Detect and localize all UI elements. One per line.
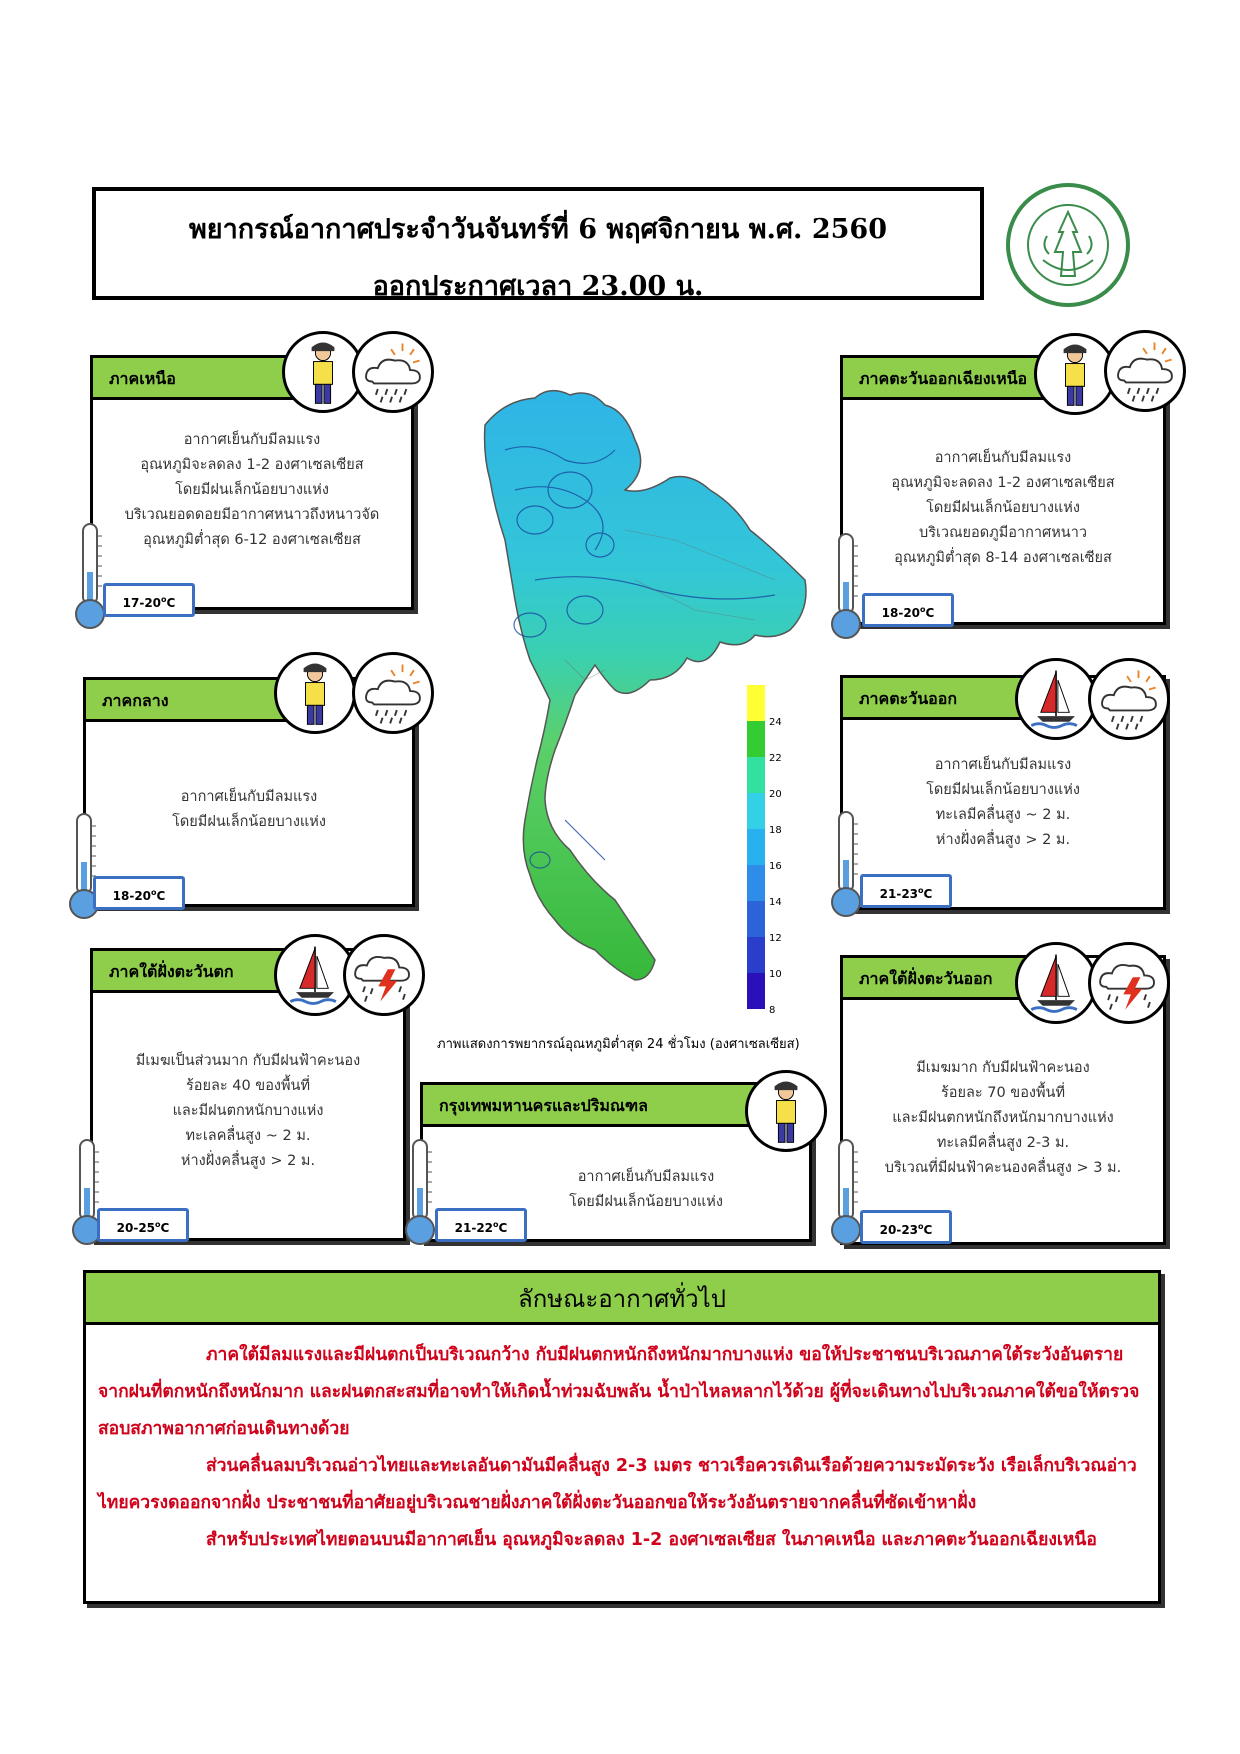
- forecast-line: อากาศเย็นกับมีลมแรง: [183, 432, 321, 448]
- temp-range: 17-20: [122, 596, 162, 610]
- forecast-line: อุณหภูมิต่ำสุด 6-12 องศาเซลเซียส: [143, 532, 361, 548]
- sailboat-icon: [1015, 658, 1097, 740]
- region-title: กรุงเทพมหานครและปริมณฑล: [423, 1085, 809, 1127]
- temp-unit: C: [923, 887, 933, 901]
- temp-range: 20-25: [116, 1221, 156, 1235]
- legend-color-swatch: [747, 973, 765, 1009]
- forecast-line: อากาศเย็นกับมีลมแรง: [934, 757, 1072, 773]
- summary-paragraph: ส่วนคลื่นลมบริเวณอ่าวไทยและทะเลอันดามันมีคลื่นสูง 2-3 เมตร ชาวเรือควรเดินเรือด้วยความระมัดระวัง เรือเล็กบริเวณอ่าวไทยควรงดออกจากฝั่ง ประชาชนที่อาศัยอยู่บริเวณชายฝั่งภาคใต้ฝั่งตะวันออกขอให้ระวังอันตรายจากคลื่นที่ซัดเข้าหาฝั่ง: [98, 1456, 1137, 1513]
- temp-badge: 18-20$^o$C: [862, 593, 954, 627]
- forecast-line: อุณหภูมิจะลดลง 1-2 องศาเซลเซียส: [140, 457, 364, 473]
- summary-paragraph: สำหรับประเทศไทยตอนบนมีอากาศเย็น อุณหภูมิจะลดลง 1-2 องศาเซลเซียส ในภาคเหนือ และภาคตะวันออกเฉียงเหนือ: [206, 1530, 1097, 1550]
- forecast-line: ทะเลมีคลื่นสูง 2-3 ม.: [936, 1135, 1070, 1151]
- legend-tick-label: 18: [769, 825, 782, 836]
- forecast-line: อากาศเย็นกับมีลมแรง: [180, 789, 318, 805]
- forecast-line: อากาศเย็นกับมีลมแรง: [577, 1169, 715, 1185]
- forecast-line: โดยมีฝนเล็กน้อยบางแห่ง: [569, 1194, 723, 1210]
- temp-badge: 21-22$^o$C: [435, 1208, 527, 1242]
- region-forecast-text: [93, 1049, 403, 1174]
- summary-paragraph: ภาคใต้มีลมแรงและมีฝนตกเป็นบริเวณกว้าง กับมีฝนตกหนักถึงหนักมากบางแห่ง ขอให้ประชาชนบริเวณภาคใต้ระวังอันตรายจากฝนที่ตกหนักถึงหนักมาก และฝนตกสะสมที่อาจทำให้เกิดน้ำท่วมฉับพลัน น้ำป่าไหลหลากไว้ด้วย ผู้ที่จะเดินทางไปบริเวณภาคใต้ขอให้ตรวจสอบสภาพอากาศก่อนเดินทางด้วย: [98, 1345, 1140, 1439]
- region-title: ภาคตะวันออก: [843, 678, 1023, 720]
- temp-unit: C: [923, 1223, 933, 1237]
- sailboat-icon: [1015, 942, 1097, 1024]
- forecast-line: โดยมีฝนเล็กน้อยบางแห่ง: [175, 482, 329, 498]
- rain-cloud-icon: [1104, 330, 1186, 412]
- legend-color-swatch: [747, 901, 765, 937]
- temp-badge: 20-25$^o$C: [97, 1208, 189, 1242]
- region-title: ภาคใต้ฝั่งตะวันตก: [93, 951, 303, 993]
- legend-color-swatch: [747, 829, 765, 865]
- legend-tick-label: 10: [769, 969, 782, 980]
- legend-tick-label: 22: [769, 753, 782, 764]
- temp-badge: 17-20$^o$C: [103, 583, 195, 617]
- temp-range: 21-23: [879, 887, 919, 901]
- legend-color-swatch: [747, 937, 765, 973]
- legend-tick-label: 20: [769, 789, 782, 800]
- forecast-line: บริเวณยอดดอยมีอากาศหนาวถึงหนาวจัด: [124, 507, 380, 523]
- rain-cloud-icon: [352, 331, 434, 413]
- region-title: ภาคกลาง: [86, 680, 286, 722]
- general-weather-title: ลักษณะอากาศทั่วไป: [86, 1273, 1158, 1325]
- legend-tick-label: 8: [769, 1005, 776, 1015]
- region-title: ภาคเหนือ: [93, 358, 303, 400]
- forecast-title-box: [92, 187, 984, 300]
- temp-badge: 20-23$^o$C: [860, 1210, 952, 1244]
- forecast-line: บริเวณที่มีฝนฟ้าคะนองคลื่นสูง > 3 ม.: [884, 1160, 1122, 1176]
- temp-unit: C: [925, 606, 935, 620]
- temp-unit: C: [160, 1221, 170, 1235]
- thunderstorm-icon: [1088, 942, 1170, 1024]
- rain-cloud-icon: [352, 652, 434, 734]
- forecast-line: และมีฝนตกหนักบางแห่ง: [172, 1103, 324, 1119]
- legend-color-swatch: [747, 865, 765, 901]
- forecast-line: ห่างฝั่งคลื่นสูง > 2 ม.: [180, 1153, 316, 1169]
- forecast-line: มีเมฆมาก กับมีฝนฟ้าคะนอง: [916, 1060, 1090, 1076]
- forecast-line: ทะเลมีคลื่นสูง ~ 2 ม.: [935, 807, 1071, 823]
- general-weather-text: [86, 1325, 1158, 1559]
- region-title: ภาคใต้ฝั่งตะวันออก: [843, 958, 1033, 1000]
- legend-tick-label: 12: [769, 933, 782, 944]
- rain-cloud-icon: [1088, 658, 1170, 740]
- general-weather-panel: [83, 1270, 1161, 1604]
- legend-tick-label: 16: [769, 861, 782, 872]
- forecast-line: บริเวณยอดภูมีอากาศหนาว: [918, 525, 1087, 541]
- region-forecast-text: [483, 1165, 809, 1215]
- legend-tick-label: 14: [769, 897, 782, 908]
- temp-unit: C: [166, 596, 176, 610]
- thunderstorm-icon: [343, 934, 425, 1016]
- person-cold-icon: [274, 652, 356, 734]
- thermometer-icon: [826, 532, 866, 642]
- forecast-issue-time: ออกประกาศเวลา 23.00 น.: [372, 271, 704, 302]
- forecast-line: อุณหภูมิจะลดลง 1-2 องศาเซลเซียส: [891, 475, 1115, 491]
- forecast-line: โดยมีฝนเล็กน้อยบางแห่ง: [172, 814, 326, 830]
- tmd-logo: [1003, 180, 1133, 310]
- forecast-line: อากาศเย็นกับมีลมแรง: [934, 450, 1072, 466]
- forecast-line: โดยมีฝนเล็กน้อยบางแห่ง: [926, 782, 1080, 798]
- forecast-line: โดยมีฝนเล็กน้อยบางแห่ง: [926, 500, 1080, 516]
- legend-color-swatch: [747, 685, 765, 721]
- thermometer-icon: [400, 1138, 440, 1248]
- temp-badge: 21-23$^o$C: [860, 874, 952, 908]
- temp-unit: C: [156, 889, 166, 903]
- forecast-line: มีเมฆเป็นส่วนมาก กับมีฝนฟ้าคะนอง: [135, 1053, 361, 1069]
- forecast-line: ห่างฝั่งคลื่นสูง > 2 ม.: [935, 832, 1071, 848]
- region-forecast-text: [843, 753, 1163, 853]
- temp-range: 18-20: [881, 606, 921, 620]
- region-forecast-text: [843, 1056, 1163, 1181]
- forecast-title: พยากรณ์อากาศประจำวันจันทร์ที่ 6 พฤศจิกายน พ.ศ. 2560: [189, 214, 887, 245]
- region-forecast-text: [843, 446, 1163, 571]
- forecast-line: ทะเลคลื่นสูง ~ 2 ม.: [185, 1128, 311, 1144]
- forecast-line: ร้อยละ 40 ของพื้นที่: [185, 1078, 311, 1094]
- legend-color-swatch: [747, 757, 765, 793]
- forecast-line: ร้อยละ 70 ของพื้นที่: [940, 1085, 1066, 1101]
- person-cold-icon: [745, 1070, 827, 1152]
- legend-tick-label: 24: [769, 717, 782, 728]
- region-forecast-text: [86, 785, 412, 835]
- forecast-line: และมีฝนตกหนักถึงหนักมากบางแห่ง: [892, 1110, 1114, 1126]
- temp-range: 20-23: [879, 1223, 919, 1237]
- temperature-legend: [745, 685, 805, 1015]
- temp-badge: 18-20$^o$C: [93, 876, 185, 910]
- forecast-line: อุณหภูมิต่ำสุด 8-14 องศาเซลเซียส: [894, 550, 1112, 566]
- region-forecast-text: [93, 428, 411, 553]
- temp-range: 21-22: [454, 1221, 494, 1235]
- temp-unit: C: [498, 1221, 508, 1235]
- legend-color-swatch: [747, 793, 765, 829]
- region-title: ภาคตะวันออกเฉียงเหนือ: [843, 358, 1053, 400]
- temp-range: 18-20: [112, 889, 152, 903]
- legend-color-swatch: [747, 721, 765, 757]
- map-caption: ภาพแสดงการพยากรณ์อุณหภูมิต่ำสุด 24 ชั่วโมง (องศาเซลเซียส): [437, 1037, 800, 1052]
